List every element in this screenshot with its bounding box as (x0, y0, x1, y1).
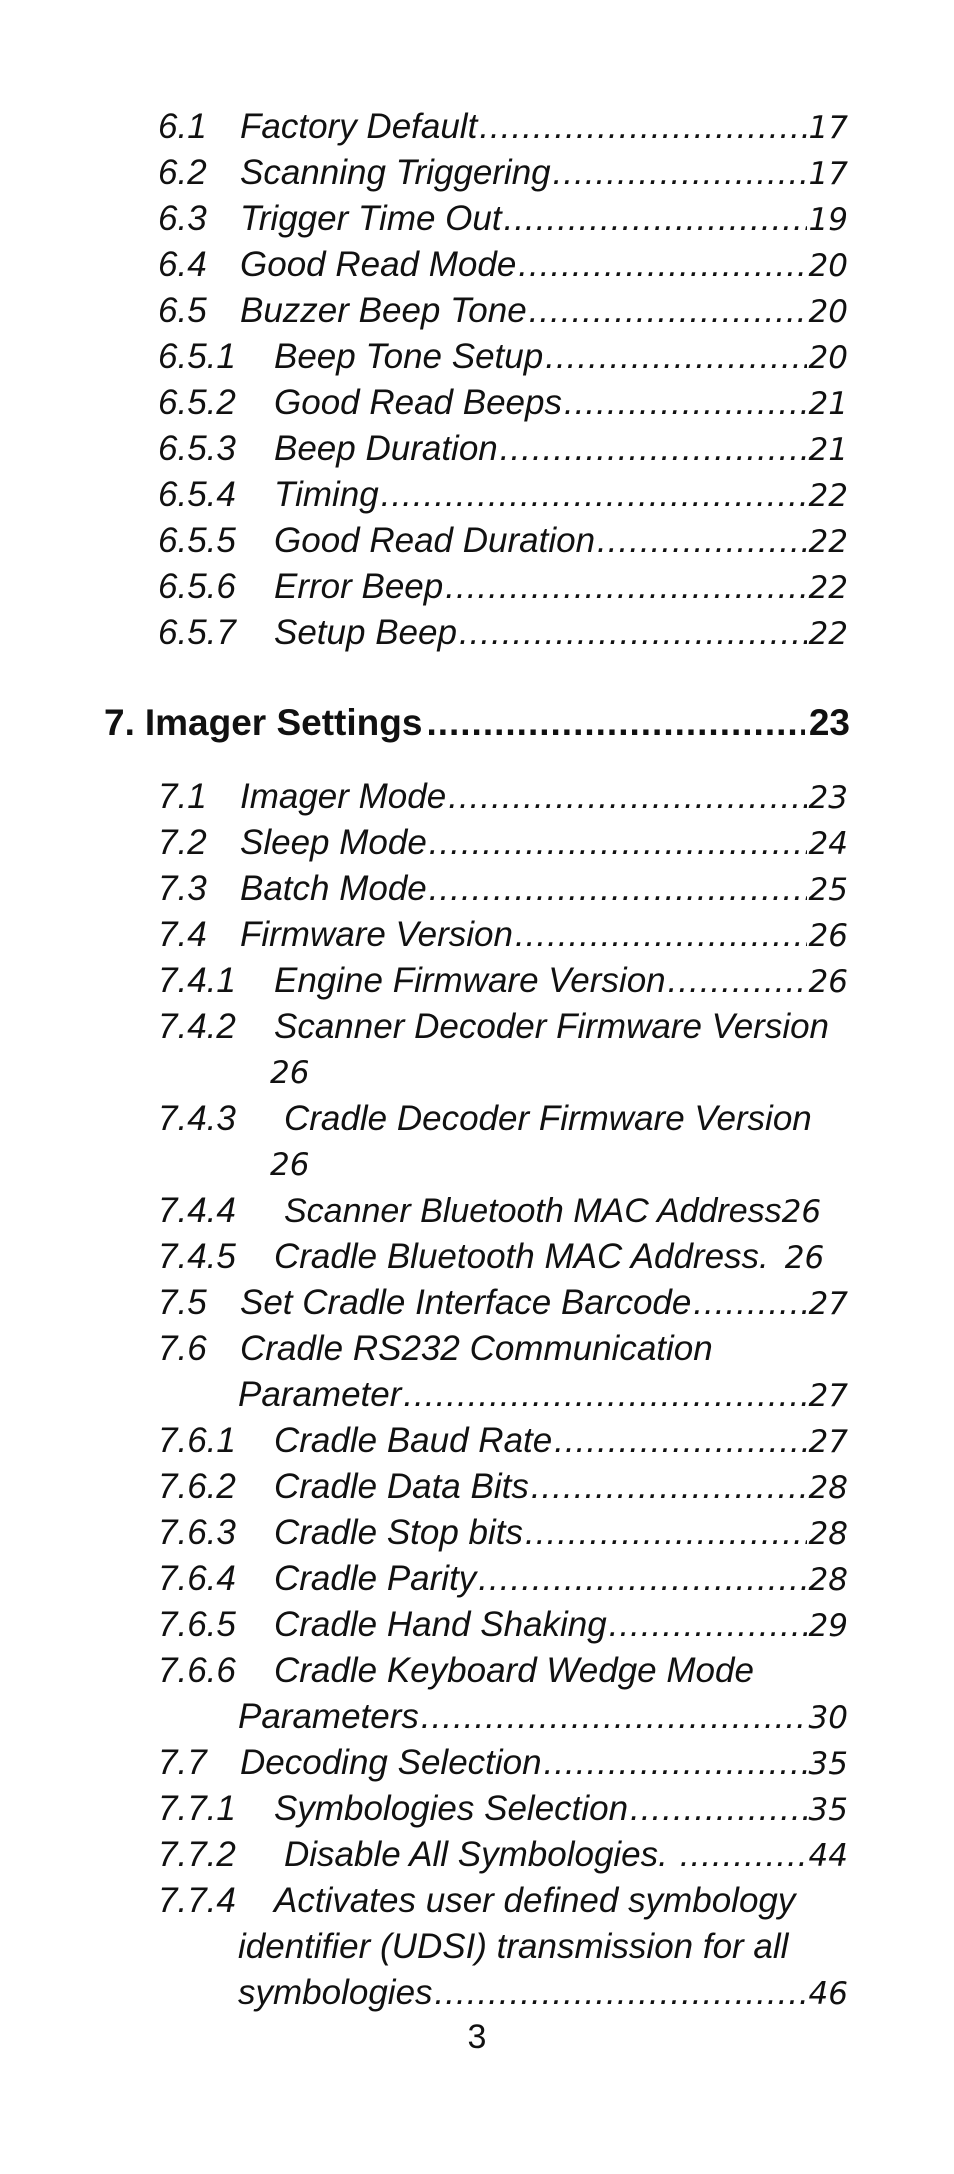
leader-dots (531, 1464, 807, 1510)
toc-entry[interactable] (158, 958, 848, 1004)
toc-title: Cradle Decoder Firmware Version (284, 1099, 812, 1138)
toc-number: 7.6.1 (158, 1421, 236, 1460)
toc-title: Setup Beep (274, 613, 457, 652)
toc-entry[interactable] (158, 380, 848, 426)
toc-entry[interactable] (158, 866, 848, 912)
toc-page: 21 (808, 432, 848, 468)
leader-dots (597, 518, 807, 564)
toc-title: Cradle RS232 Communication (240, 1329, 713, 1368)
toc-entry[interactable] (158, 1234, 848, 1280)
toc-title: Cradle Stop bits (274, 1513, 524, 1552)
leader-dots (479, 104, 806, 150)
toc-entry[interactable] (158, 150, 848, 196)
leader-dots (518, 242, 806, 288)
toc-number: 7.6.4 (158, 1559, 236, 1598)
leader-dots (435, 1970, 807, 2016)
toc-number: 7.6.5 (158, 1605, 236, 1644)
toc-page: 26 (808, 918, 848, 954)
toc-entry-continuation: identifier (UDSI) transmission for all (238, 1927, 789, 1966)
leader-dots (668, 958, 807, 1004)
toc-entry-continuation[interactable] (238, 1694, 848, 1740)
toc-entry[interactable] (158, 242, 848, 288)
toc-number: 7.6.6 (158, 1651, 236, 1690)
leader-dots (504, 196, 807, 242)
toc-title: Error Beep (274, 567, 444, 606)
toc-page: 26 (781, 1194, 822, 1230)
toc-entry[interactable] (158, 912, 848, 958)
toc-page: 27 (808, 1286, 848, 1322)
toc-number: 7.5 (158, 1283, 207, 1322)
toc-entry[interactable] (158, 1832, 848, 1878)
toc-entry[interactable] (158, 1556, 848, 1602)
toc-entry[interactable] (158, 1326, 878, 1372)
toc-number: 7.4.5 (158, 1237, 236, 1276)
toc-title: Set Cradle Interface Barcode (240, 1283, 692, 1322)
toc-title: Cradle Data Bits (274, 1467, 529, 1506)
toc-page: 20 (808, 248, 848, 284)
toc-entry[interactable] (158, 820, 848, 866)
toc-entry[interactable] (158, 564, 848, 610)
toc-entry[interactable] (158, 1648, 878, 1694)
toc-title: Factory Default (240, 107, 478, 146)
toc-title: Scanning Triggering (240, 153, 551, 192)
toc-title: Good Read Duration (274, 521, 596, 560)
toc-page: 44 (808, 1838, 848, 1874)
toc-title-cont: symbologies (238, 1973, 433, 2012)
toc-title: Cradle Hand Shaking (274, 1605, 607, 1644)
toc-title: Decoding Selection (240, 1743, 542, 1782)
toc-title-cont: Parameter (238, 1375, 402, 1414)
toc-number: 7.4 (158, 915, 207, 954)
chapter-page: 23 (808, 702, 850, 743)
leader-dots (445, 564, 806, 610)
toc-page: 24 (808, 826, 848, 862)
leader-dots (381, 472, 807, 518)
toc-entry[interactable] (158, 196, 848, 242)
toc-number: 7.7.1 (158, 1789, 236, 1828)
leader-dots (515, 912, 807, 958)
toc-entry[interactable] (158, 1188, 878, 1235)
leader-dots (693, 1280, 806, 1326)
toc-title: Cradle Parity (274, 1559, 477, 1598)
leader-dots (680, 1832, 807, 1878)
chapter-title: Imager Settings (144, 702, 423, 743)
toc-page: 23 (808, 780, 848, 816)
leader-dots (403, 1372, 806, 1418)
toc-number: 7.4.4 (158, 1191, 236, 1230)
toc-page: 27 (808, 1378, 848, 1414)
toc-page: 19 (808, 202, 848, 238)
leader-dots (448, 774, 806, 820)
toc-entry[interactable] (158, 1602, 848, 1648)
toc-title-cont: Parameters (238, 1697, 419, 1736)
toc-page: 28 (808, 1516, 848, 1552)
leader-dots (529, 288, 807, 334)
toc-page: 22 (808, 478, 848, 514)
chapter-heading[interactable] (104, 698, 850, 748)
toc-title: Good Read Mode (240, 245, 517, 284)
toc-number: 6.3 (158, 199, 207, 238)
leader-dots (554, 1418, 806, 1464)
toc-number: 7.7.2 (158, 1835, 236, 1874)
leader-dots (459, 610, 807, 656)
toc-page: 28 (808, 1562, 848, 1598)
toc-page: 22 (808, 570, 848, 606)
toc-number: 7.2 (158, 823, 207, 862)
toc-number: 6.5 (158, 291, 207, 330)
toc-entry[interactable] (158, 1786, 848, 1832)
toc-number: 7.6.2 (158, 1467, 236, 1506)
toc-title: Cradle Keyboard Wedge Mode (274, 1651, 754, 1690)
toc-page: 22 (808, 616, 848, 652)
toc-entry[interactable] (158, 1464, 848, 1510)
toc-title: Beep Duration (274, 429, 498, 468)
toc-entry[interactable] (158, 610, 848, 656)
toc-page: 20 (808, 294, 848, 330)
toc-page: 26 (808, 964, 848, 1000)
toc-number: 7.1 (158, 777, 207, 816)
toc-title: Beep Tone Setup (274, 337, 544, 376)
toc-entry[interactable] (158, 426, 848, 472)
toc-title: Imager Mode (240, 777, 447, 816)
toc-number: 6.5.6 (158, 567, 236, 606)
leader-dots (630, 1786, 806, 1832)
toc-number: 7.7.4 (158, 1881, 236, 1920)
toc-title: Activates user defined symbology (274, 1881, 796, 1920)
toc-title: Cradle Bluetooth MAC Address. (274, 1237, 769, 1276)
toc-page: 17 (808, 110, 848, 146)
toc-entry-continuation[interactable] (238, 1970, 848, 2016)
toc-title: Good Read Beeps (274, 383, 562, 422)
leader-dots (553, 150, 807, 196)
toc-entry[interactable] (158, 288, 848, 334)
toc-entry[interactable] (158, 1510, 848, 1556)
toc-number: 6.5.1 (158, 337, 236, 376)
toc-entry[interactable] (158, 104, 848, 150)
toc-entry[interactable] (158, 472, 848, 518)
toc-title: Scanner Decoder Firmware Version (274, 1007, 830, 1046)
toc-page: 30 (808, 1700, 848, 1736)
toc-number: 6.1 (158, 107, 207, 146)
toc-number: 7.4.2 (158, 1007, 236, 1046)
leader-dots (525, 1510, 807, 1556)
toc-entry[interactable] (158, 1004, 878, 1050)
toc-title: Disable All Symbologies. (284, 1835, 668, 1874)
leader-dots (609, 1602, 807, 1648)
toc-page: 26 (784, 1240, 825, 1276)
toc-title: Engine Firmware Version (274, 961, 666, 1000)
toc-entry-continuation[interactable] (238, 1372, 848, 1418)
toc-title: Batch Mode (240, 869, 427, 908)
toc-number: 7.4.3 (158, 1099, 236, 1138)
toc-title: Symbologies Selection (274, 1789, 629, 1828)
leader-dots (429, 866, 807, 912)
toc-page: 22 (808, 524, 848, 560)
toc-number: 6.4 (158, 245, 207, 284)
leader-dots (564, 380, 807, 426)
toc-title: Firmware Version (240, 915, 513, 954)
toc-entry[interactable] (158, 518, 848, 564)
toc-page: 46 (808, 1976, 848, 2012)
toc-title: Buzzer Beep Tone (240, 291, 527, 330)
toc-number: 6.5.7 (158, 613, 236, 652)
leader-dots (426, 698, 804, 748)
leader-dots (500, 426, 807, 472)
toc-title: Timing (274, 475, 379, 514)
leader-dots (545, 334, 806, 380)
toc-number: 7.4.1 (158, 961, 236, 1000)
toc-number: 6.5.4 (158, 475, 236, 514)
page-number: 3 (467, 2018, 487, 2056)
toc-number: 7.6.3 (158, 1513, 236, 1552)
toc-entry[interactable] (158, 334, 848, 380)
toc-number: 6.5.3 (158, 429, 236, 468)
toc-number: 7.3 (158, 869, 207, 908)
toc-page: 26 (270, 1147, 310, 1183)
toc-page: 27 (808, 1424, 848, 1460)
toc-number: 6.5.2 (158, 383, 236, 422)
toc-page: 29 (808, 1608, 848, 1644)
leader-dots (544, 1740, 807, 1786)
toc-title: Trigger Time Out (240, 199, 502, 238)
toc-page: 17 (808, 156, 848, 192)
toc-page: 20 (808, 340, 848, 376)
toc-entry[interactable] (158, 1280, 848, 1326)
toc-entry[interactable] (158, 1096, 878, 1142)
toc-entry[interactable] (158, 1878, 878, 1924)
toc-number: 6.2 (158, 153, 207, 192)
toc-entry[interactable] (158, 1740, 848, 1786)
toc-number: 6.5.5 (158, 521, 236, 560)
leader-dots (421, 1694, 807, 1740)
toc-entry[interactable] (158, 774, 848, 820)
toc-page: 28 (808, 1470, 848, 1506)
toc-page: 35 (808, 1746, 848, 1782)
toc-title: Cradle Baud Rate (274, 1421, 553, 1460)
toc-entry[interactable] (158, 1418, 848, 1464)
toc-page: 26 (270, 1055, 310, 1091)
toc-number: 7.6 (158, 1329, 207, 1368)
toc-page: 25 (808, 872, 848, 908)
toc-title: Sleep Mode (240, 823, 427, 862)
toc-title: Scanner Bluetooth MAC Address (284, 1192, 782, 1230)
leader-dots (478, 1556, 806, 1602)
leader-dots (429, 820, 807, 866)
chapter-number: 7. (104, 702, 135, 743)
toc-page: 21 (808, 386, 848, 422)
toc-page: 35 (808, 1792, 848, 1828)
toc-number: 7.7 (158, 1743, 207, 1782)
